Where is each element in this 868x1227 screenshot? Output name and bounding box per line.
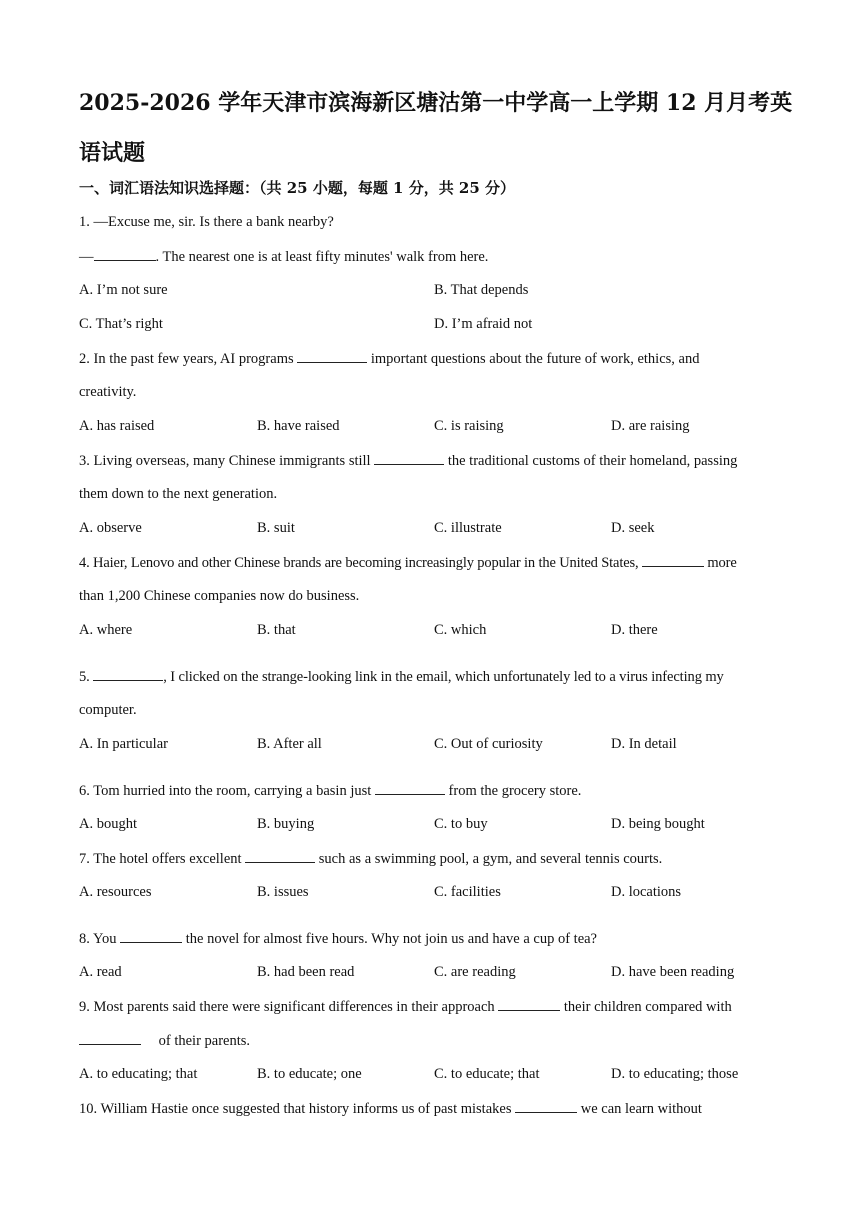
- q9-stem-line-2: of their parents.: [79, 1030, 799, 1051]
- q2-stem-line-2: creativity.: [79, 384, 137, 400]
- q6-stem-line-1: 6. Tom hurried into the room, carrying a basin just from the grocery store.: [79, 780, 799, 801]
- q3-stem-line-1: 3. Living overseas, many Chinese immigrants still the traditional customs of their homeland, passing: [79, 450, 799, 471]
- q7-option-c: C. facilities: [434, 884, 501, 900]
- q4-option-c: C. which: [434, 622, 487, 638]
- section-heading: 一、词汇语法知识选择题：（共 25 小题，每题 1 分，共 25 分）: [79, 179, 516, 197]
- answer-blank: [79, 1030, 141, 1045]
- q4-stem-line-1: 4. Haier, Lenovo and other Chinese brands are becoming increasingly popular in the United States, more: [79, 552, 799, 573]
- q9-option-c: C. to educate; that: [434, 1066, 540, 1082]
- answer-blank: [245, 848, 315, 863]
- answer-blank: [120, 928, 182, 943]
- q8-option-d: D. have been reading: [611, 964, 735, 980]
- q8-option-b: B. had been read: [257, 964, 355, 980]
- q9-option-d: D. to educating; those: [611, 1066, 739, 1082]
- q7-option-d: D. locations: [611, 884, 682, 900]
- exam-title: [79, 78, 799, 178]
- q9-option-b: B. to educate; one: [257, 1066, 362, 1082]
- q6-option-a: A. bought: [79, 816, 137, 832]
- answer-blank: [94, 246, 156, 261]
- answer-blank: [374, 450, 444, 465]
- q1-stem-line-2: — . The nearest one is at least fifty minutes' walk from here.: [79, 246, 799, 267]
- answer-blank: [297, 348, 367, 363]
- q2-stem-line-1: 2. In the past few years, AI programs important questions about the future of work, ethics, and: [79, 348, 799, 369]
- q2-option-a: A. has raised: [79, 418, 155, 434]
- q3-option-c: C. illustrate: [434, 520, 502, 536]
- q5-stem-line-2: computer.: [79, 702, 137, 718]
- q8-option-c: C. are reading: [434, 964, 516, 980]
- q4-option-a: A. where: [79, 622, 133, 638]
- q1-option-c: C. That’s right: [79, 316, 163, 332]
- q4-stem-line-2: than 1,200 Chinese companies now do business.: [79, 588, 360, 604]
- q5-stem-line-1: 5. , I clicked on the strange-looking link in the email, which unfortunately led to a virus infecting my: [79, 666, 799, 687]
- q3-option-a: A. observe: [79, 520, 142, 536]
- q1-option-d: D. I’m afraid not: [434, 316, 533, 332]
- title-line-1: 2025-2026 学年天津市滨海新区塘沽第一中学高一上学期 12 月月考英: [79, 90, 793, 116]
- q6-option-d: D. being bought: [611, 816, 705, 832]
- q8-stem-line-1: 8. You the novel for almost five hours. Why not join us and have a cup of tea?: [79, 928, 799, 949]
- q7-option-a: A. resources: [79, 884, 152, 900]
- q3-option-b: B. suit: [257, 520, 295, 536]
- q9-stem-line-1: 9. Most parents said there were significant differences in their approach their children compared with: [79, 996, 799, 1017]
- q8-option-a: A. read: [79, 964, 122, 980]
- q2-option-b: B. have raised: [257, 418, 340, 434]
- answer-blank: [498, 996, 560, 1011]
- q6-option-b: B. buying: [257, 816, 315, 832]
- q5-option-a: A. In particular: [79, 736, 168, 752]
- title-line-2: 语试题: [79, 140, 146, 166]
- q7-stem-line-1: 7. The hotel offers excellent such as a swimming pool, a gym, and several tennis courts.: [79, 848, 799, 869]
- answer-blank: [642, 552, 704, 567]
- q1-option-b: B. That depends: [434, 282, 529, 298]
- q2-option-c: C. is raising: [434, 418, 504, 434]
- q4-option-b: B. that: [257, 622, 296, 638]
- q3-stem-line-2: them down to the next generation.: [79, 486, 278, 502]
- q5-option-d: D. In detail: [611, 736, 677, 752]
- q3-option-d: D. seek: [611, 520, 655, 536]
- q6-option-c: C. to buy: [434, 816, 488, 832]
- q2-option-d: D. are raising: [611, 418, 690, 434]
- q1-option-a: A. I’m not sure: [79, 282, 168, 298]
- q1-stem-line-1: 1. —Excuse me, sir. Is there a bank nearby?: [79, 214, 334, 230]
- answer-blank: [93, 666, 163, 681]
- q4-option-d: D. there: [611, 622, 658, 638]
- q7-option-b: B. issues: [257, 884, 309, 900]
- q10-stem-line-1: 10. William Hastie once suggested that history informs us of past mistakes we can learn without: [79, 1098, 799, 1119]
- q9-option-a: A. to educating; that: [79, 1066, 198, 1082]
- answer-blank: [375, 780, 445, 795]
- q5-option-b: B. After all: [257, 736, 322, 752]
- q5-option-c: C. Out of curiosity: [434, 736, 543, 752]
- answer-blank: [515, 1098, 577, 1113]
